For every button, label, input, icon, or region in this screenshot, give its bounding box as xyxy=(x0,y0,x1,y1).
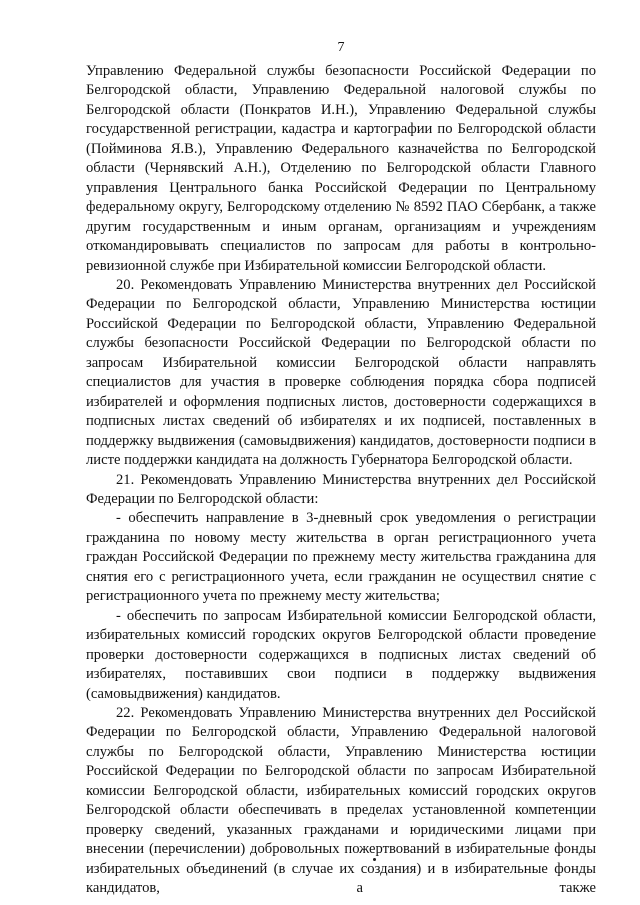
page-number: 7 xyxy=(337,40,345,55)
document-body xyxy=(86,62,596,898)
paragraph-item-22: 22. Рекомендовать Управлению Министерства внутренних дел Российской Федерации по Белгородской области, Управлению Федеральной налоговой службы по Белгородской области, Управлению Министерства юстиции Российской Федерации по Белгородской области по запросам Избирательной комиссии Белгородской области, избирательных комиссий городских округов Белгородской области обеспечивать в пределах установленной компетенции проверку сведений, указанных гражданами и юридическими лицами при внесении (перечислении) добровольных пожертвований в избирательные фонды избирательных объединений (в случае их создания) и в избирательные фонды кандидатов, а также xyxy=(86,704,596,897)
paragraph-item-21: 21. Рекомендовать Управлению Министерства внутренних дел Российской Федерации по Белгородской области: xyxy=(86,471,596,507)
page-dot-mark xyxy=(373,858,376,861)
paragraph-continuation: Управлению Федеральной службы безопасности Российской Федерации по Белгородской области, Управлению Федеральной налоговой службы по Белгородской области (Понкратов И.Н.), Управлению Федеральной службы государственной регистрации, кадастра и картографии по Белгородской области (Пойминова Я.В.), Управлению Федерального казначейства по Белгородской области (Чернявский А.Н.), Отделению по Белгородской области Главного управления Центрального банка Российской Федерации по Центральному федеральному округу, Белгородскому отделению № 8592 ПАО Сбербанк, а также другим государственным и иным органам, организациям и учреждениям откомандировывать специалистов по запросам для работы в контрольно-ревизионной службе при Избирательной комиссии Белгородской области. xyxy=(86,63,596,274)
paragraph-item-21-point-2: - обеспечить по запросам Избирательной комиссии Белгородской области, избирательных комиссий городских округов Белгородской области проведение проверки достоверности содержащихся в подписных листах сведений об избирателях, поставивших свои подписи в поддержку выдвижения (самовыдвижения) кандидатов. xyxy=(86,607,596,702)
paragraph-item-21-point-1: - обеспечить направление в 3-дневный срок уведомления о регистрации гражданина по новому месту жительства в орган регистрационного учета граждан Российской Федерации по прежнему месту жительства гражданина для снятия его с регистрационного учета, если гражданин не осуществил снятие с регистрационного учета по прежнему месту жительства; xyxy=(86,510,596,605)
paragraph-item-20: 20. Рекомендовать Управлению Министерства внутренних дел Российской Федерации по Белгородской области, Управлению Министерства юстиции Российской Федерации по Белгородской области, Управлению Федеральной службы безопасности Российской Федерации по Белгородской области по запросам Избирательной комиссии Белгородской области направлять специалистов для участия в проверке соблюдения порядка сбора подписей избирателей и оформления подписных листов, достоверности содержащихся в подписных листах сведений об избирателях и их подписей, поставленных в поддержку выдвижения (самовыдвижения) кандидатов, достоверности подписи в листе поддержки кандидата на должность Губернатора Белгородской области. xyxy=(86,276,596,469)
